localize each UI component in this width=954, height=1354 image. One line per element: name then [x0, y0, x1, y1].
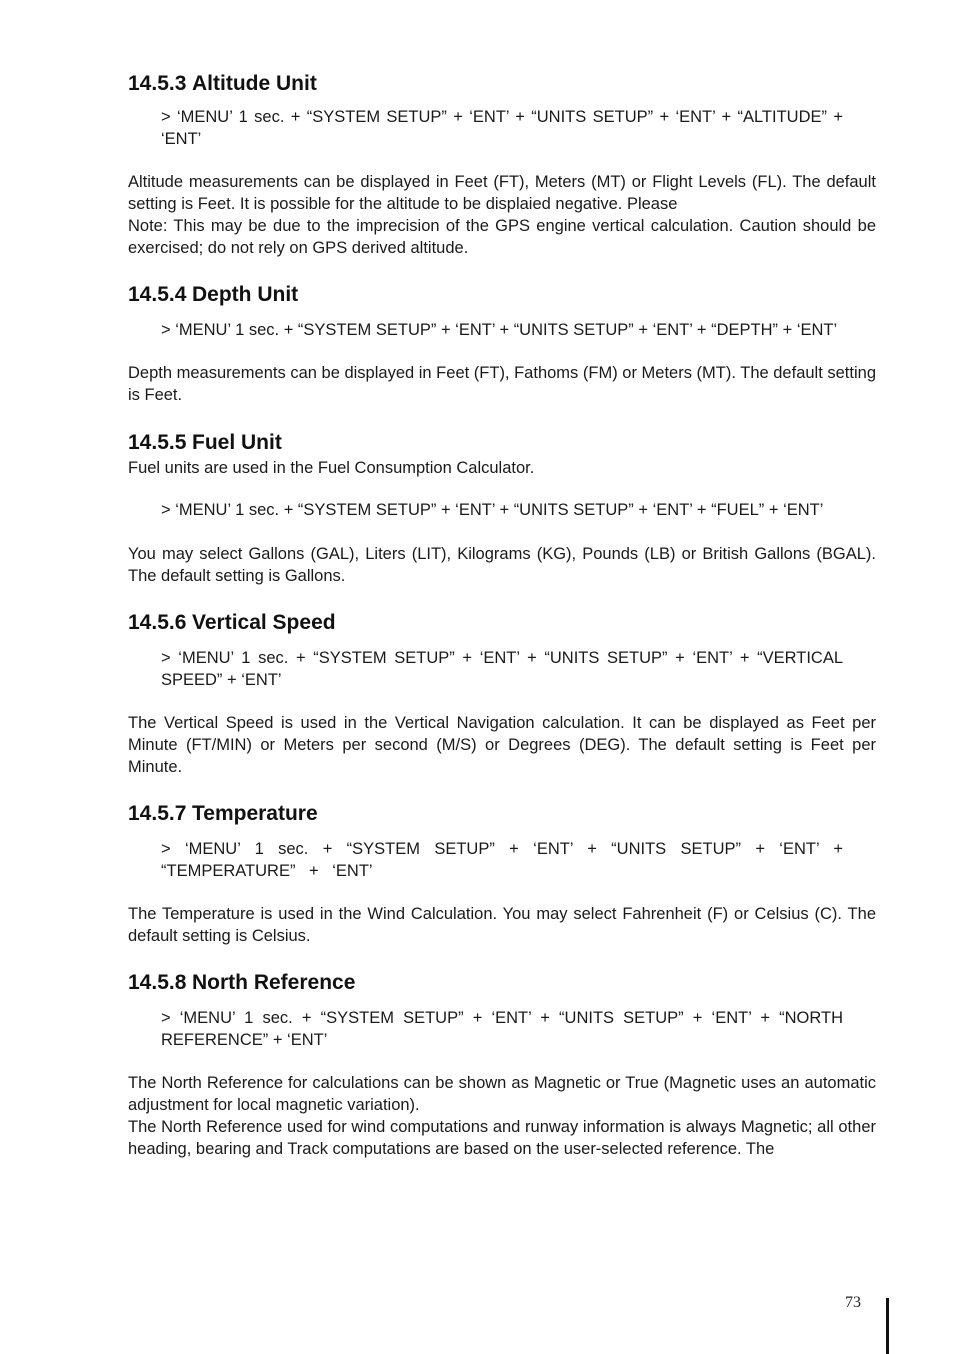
body-paragraph: The North Reference for calculations can be shown as Magnetic or True (Magnetic uses an automatic adjustment for local magnetic variation). — [128, 1074, 876, 1114]
section-title: North Reference — [192, 971, 356, 994]
section-number: 14.5.8 — [128, 971, 187, 994]
section-title: Vertical Speed — [192, 611, 336, 634]
section-title: Temperature — [192, 802, 318, 825]
body-paragraph: Altitude measurements can be displayed in Feet (FT), Meters (MT) or Flight Levels (FL). The default setting is Feet. It is possible for the altitude to be displaied negative. Please — [128, 173, 876, 213]
section-fuel-unit — [128, 429, 876, 587]
menu-command: > ‘MENU’ 1 sec. + “SYSTEM SETUP” + ‘ENT’ + “UNITS SETUP” + ‘ENT’ + “DEPTH” + ‘ENT’ — [161, 321, 838, 339]
note-paragraph: Note: This may be due to the imprecision of the GPS engine vertical calculation. Caution should be exercised; do not rely on GPS derived altitude. — [128, 217, 876, 257]
body-paragraph: Depth measurements can be displayed in Feet (FT), Fathoms (FM) or Meters (MT). The default setting is Feet. — [128, 364, 876, 404]
section-north-reference — [128, 969, 876, 1160]
section-depth-unit — [128, 281, 876, 406]
page-edge-bar — [886, 1298, 889, 1354]
section-heading — [128, 70, 876, 98]
document-page — [128, 70, 876, 1160]
menu-command: > ‘MENU’ 1 sec. + “SYSTEM SETUP” + ‘ENT’ + “UNITS SETUP” + ‘ENT’ + “NORTH REFERENCE” + ‘ENT’ — [161, 1009, 843, 1049]
menu-command: > ‘MENU’ 1 sec. + “SYSTEM SETUP” + ‘ENT’ + “UNITS SETUP” + ‘ENT’ + “FUEL” + ‘ENT’ — [161, 501, 824, 519]
section-altitude-unit — [128, 70, 876, 259]
section-title: Depth Unit — [192, 283, 299, 306]
section-title: Altitude Unit — [192, 72, 317, 95]
section-number: 14.5.3 — [128, 72, 187, 95]
section-heading — [128, 969, 876, 997]
section-title: Fuel Unit — [192, 431, 282, 454]
menu-command: > ‘MENU’ 1 sec. + “SYSTEM SETUP” + ‘ENT’ + “UNITS SETUP” + ‘ENT’ + “VERTICAL SPEED” + ‘ENT’ — [161, 649, 843, 689]
section-heading — [128, 429, 876, 457]
section-number: 14.5.4 — [128, 283, 187, 306]
menu-command: > ‘MENU’ 1 sec. + “SYSTEM SETUP” + ‘ENT’ + “UNITS SETUP” + ‘ENT’ + “ALTITUDE” + ‘ENT’ — [161, 108, 843, 148]
section-number: 14.5.7 — [128, 802, 187, 825]
body-paragraph: The Temperature is used in the Wind Calculation. You may select Fahrenheit (F) or Celsius (C). The default setting is Celsius. — [128, 905, 876, 945]
section-number: 14.5.5 — [128, 431, 187, 454]
section-temperature — [128, 800, 876, 947]
body-paragraph: The Vertical Speed is used in the Vertical Navigation calculation. It can be displayed as Feet per Minute (FT/MIN) or Meters per second (M/S) or Degrees (DEG). The default setting is Feet per Minute. — [128, 714, 876, 776]
section-vertical-speed — [128, 609, 876, 778]
body-paragraph: The North Reference used for wind computations and runway information is always Magnetic; all other heading, bearing and Track computations are based on the user-selected reference. The — [128, 1118, 876, 1158]
section-number: 14.5.6 — [128, 611, 187, 634]
section-heading — [128, 800, 876, 828]
menu-command: > ‘MENU’ 1 sec. + “SYSTEM SETUP” + ‘ENT’ + “UNITS SETUP” + ‘ENT’ + “TEMPERATURE” + ‘ENT’ — [161, 840, 843, 880]
section-heading — [128, 281, 876, 309]
section-heading — [128, 609, 876, 637]
intro-paragraph: Fuel units are used in the Fuel Consumption Calculator. — [128, 459, 535, 477]
page-number: 73 — [845, 1294, 861, 1311]
body-paragraph: You may select Gallons (GAL), Liters (LIT), Kilograms (KG), Pounds (LB) or British Gallons (BGAL). The default setting is Gallons. — [128, 545, 876, 585]
